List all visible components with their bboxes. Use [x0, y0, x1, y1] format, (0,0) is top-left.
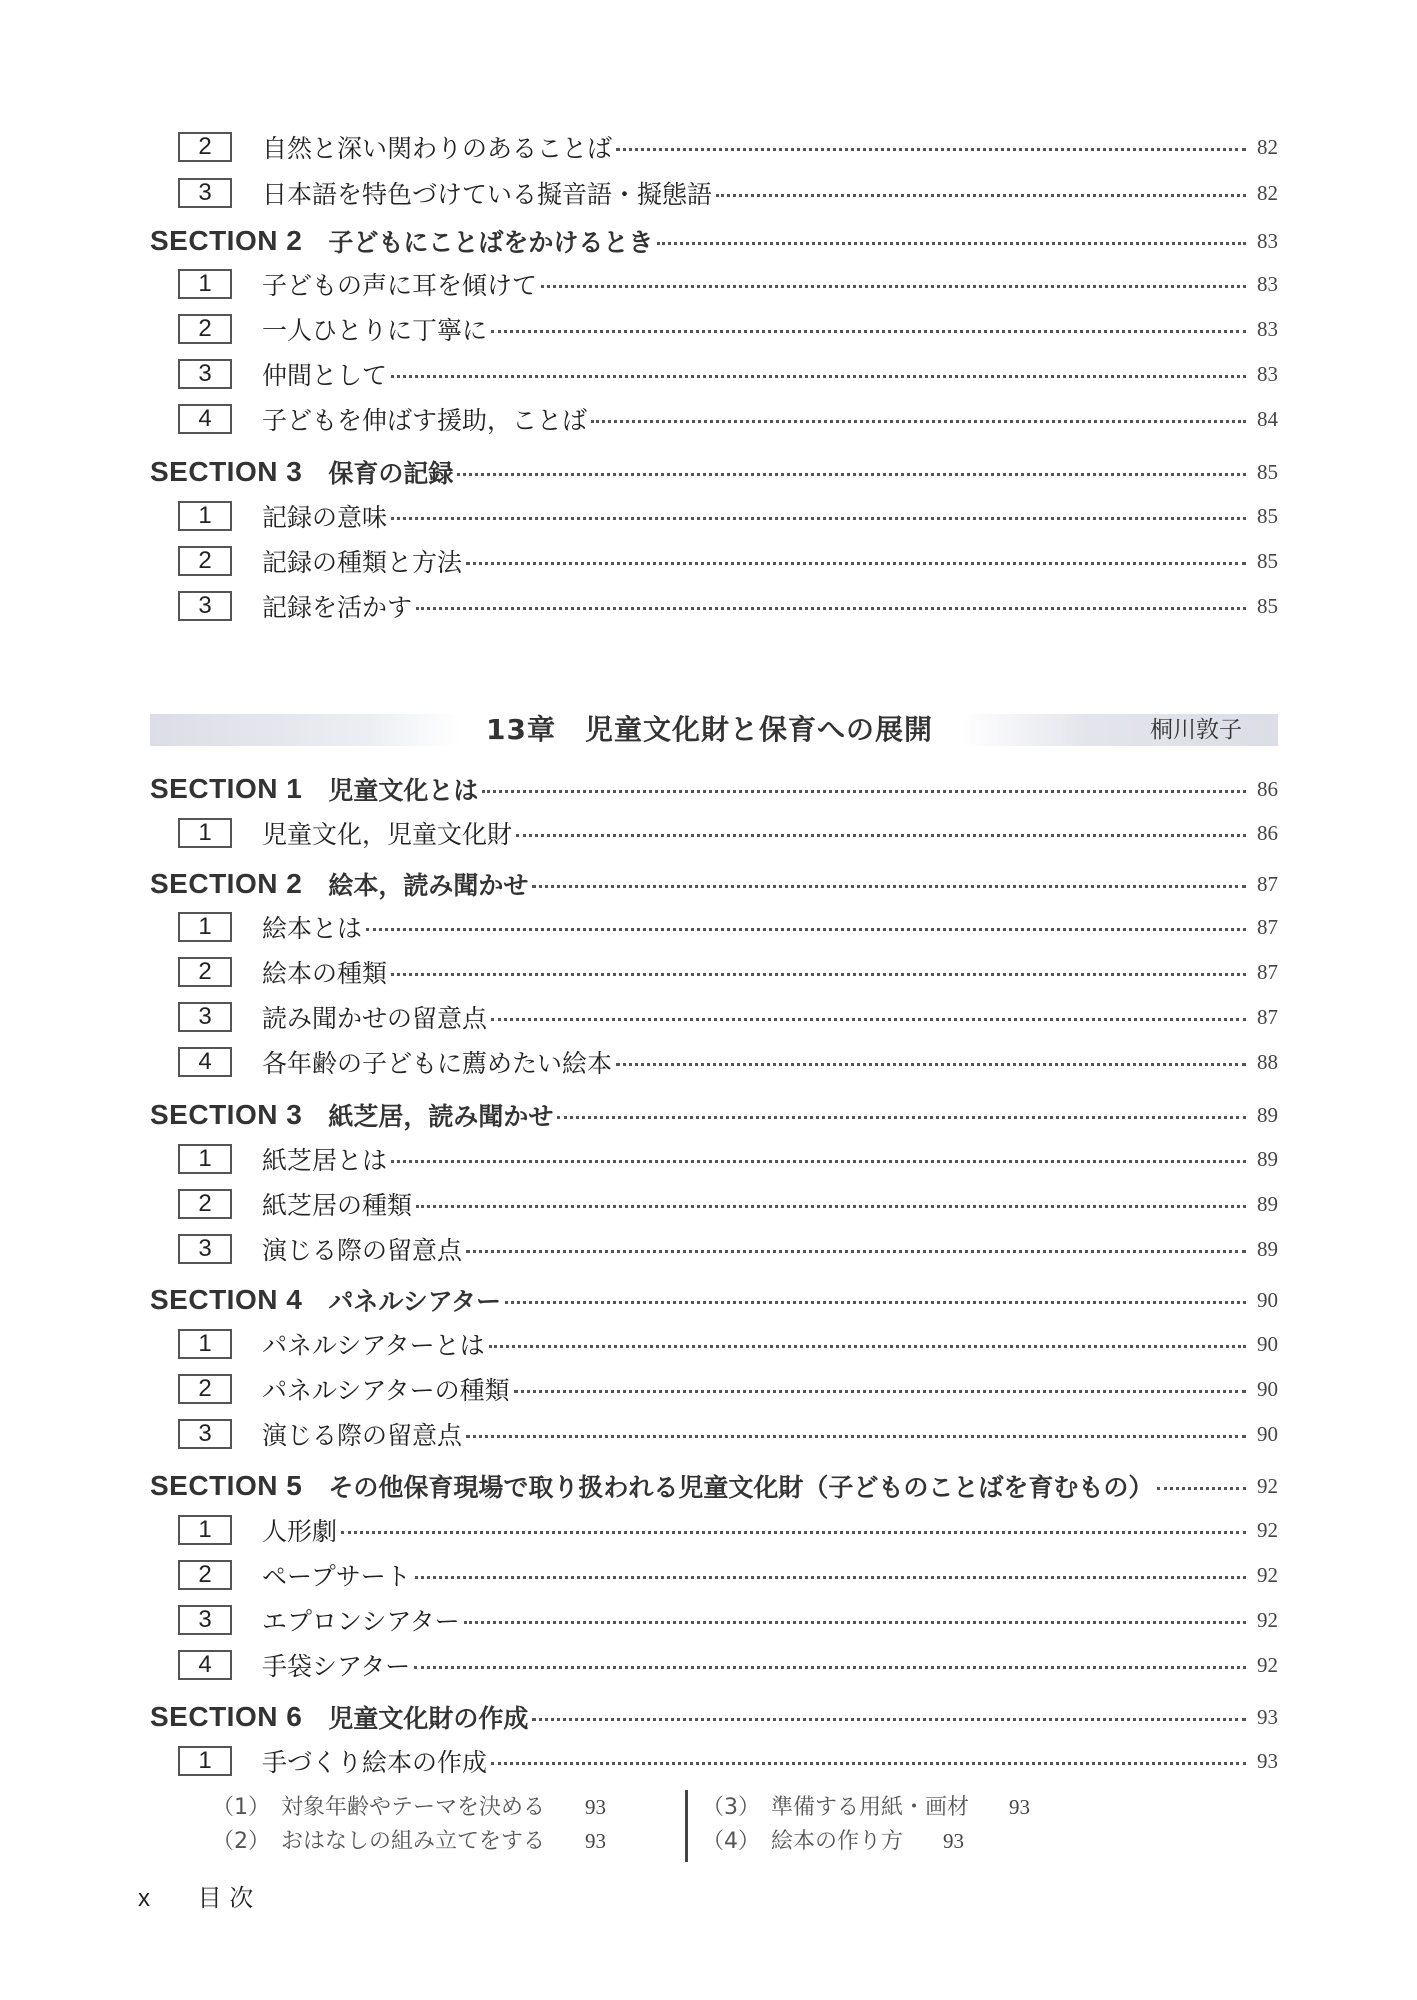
item-page: 90: [1257, 1421, 1278, 1446]
section-title: 保育の記録: [328, 459, 454, 488]
subsub-item[interactable]: [212, 1790, 606, 1821]
toc-item[interactable]: [178, 309, 1278, 349]
leader-dots: [591, 420, 1246, 423]
toc-item[interactable]: [178, 1510, 1278, 1550]
toc-item[interactable]: [178, 399, 1278, 439]
leader-dots: [532, 885, 1246, 888]
item-title: 日本語を特色づけている擬音語・擬態語: [262, 180, 713, 209]
toc-section[interactable]: [150, 1280, 1278, 1320]
item-title: 一人ひとりに丁寧に: [262, 316, 488, 345]
item-page: 92: [1257, 1562, 1278, 1587]
item-page: 83: [1257, 316, 1278, 341]
section-page: 87: [1257, 871, 1278, 896]
subsub-label: （4） 絵本の作り方: [702, 1829, 903, 1854]
item-page: 89: [1257, 1236, 1278, 1261]
item-title: 絵本とは: [262, 914, 363, 943]
subsub-item[interactable]: [702, 1824, 964, 1855]
item-title: 絵本の種類: [262, 959, 388, 988]
item-page: 90: [1257, 1331, 1278, 1356]
toc-item[interactable]: [178, 127, 1278, 167]
item-page: 85: [1257, 593, 1278, 618]
leader-dots: [391, 973, 1246, 976]
chapter-heading: [150, 712, 1278, 748]
item-number: 1: [178, 818, 232, 848]
leader-dots: [516, 834, 1246, 837]
leader-dots: [491, 330, 1246, 333]
item-title: 各年齢の子どもに薦めたい絵本: [262, 1049, 613, 1078]
item-page: 82: [1257, 180, 1278, 205]
toc-item[interactable]: [178, 1741, 1278, 1781]
section-page: 85: [1257, 459, 1278, 484]
toc-item[interactable]: [178, 541, 1278, 581]
leader-dots: [557, 1116, 1246, 1119]
column-divider: [685, 1790, 688, 1862]
item-page: 93: [1257, 1748, 1278, 1773]
item-number: 3: [178, 359, 232, 389]
item-title: 仲間として: [262, 361, 388, 390]
toc-item[interactable]: [178, 173, 1278, 213]
item-title: 読み聞かせの留意点: [262, 1004, 488, 1033]
section-label: SECTION 6: [150, 1701, 303, 1732]
leader-dots: [1157, 1487, 1246, 1490]
item-title: 記録の種類と方法: [262, 548, 463, 577]
chapter-title: 13章 児童文化財と保育への展開: [486, 713, 933, 746]
item-number: 1: [178, 1746, 232, 1776]
section-page: 89: [1257, 1102, 1278, 1127]
toc-item[interactable]: [178, 586, 1278, 626]
item-number: 3: [178, 1419, 232, 1449]
toc-section[interactable]: [150, 864, 1278, 904]
section-title: 児童文化財の作成: [328, 1704, 529, 1733]
section-page: 93: [1257, 1704, 1278, 1729]
item-title: 手袋シアター: [262, 1652, 411, 1681]
item-title: パネルシアターの種類: [262, 1376, 510, 1405]
item-page: 83: [1257, 271, 1278, 296]
toc-item[interactable]: [178, 496, 1278, 536]
toc-section[interactable]: [150, 452, 1278, 492]
item-page: 92: [1257, 1607, 1278, 1632]
item-number: 1: [178, 501, 232, 531]
leader-dots: [457, 473, 1246, 476]
toc-item[interactable]: [178, 997, 1278, 1037]
item-number: 1: [178, 1515, 232, 1545]
leader-dots: [391, 517, 1246, 520]
item-title: 演じる際の留意点: [262, 1421, 463, 1450]
toc-section[interactable]: [150, 1466, 1278, 1506]
subsub-item[interactable]: [212, 1824, 606, 1855]
leader-dots: [491, 1018, 1246, 1021]
item-page: 83: [1257, 361, 1278, 386]
item-page: 87: [1257, 1004, 1278, 1029]
item-page: 84: [1257, 406, 1278, 431]
leader-dots: [616, 1063, 1246, 1066]
item-page: 82: [1257, 134, 1278, 159]
item-number: 3: [178, 1605, 232, 1635]
leader-dots: [366, 928, 1246, 931]
toc-item[interactable]: [178, 952, 1278, 992]
toc-item[interactable]: [178, 1600, 1278, 1640]
item-number: 2: [178, 132, 232, 162]
section-page: 90: [1257, 1287, 1278, 1312]
page-number: x: [138, 1885, 150, 1912]
subsub-label: （3） 準備する用紙・画材: [702, 1795, 969, 1820]
item-title: 児童文化，児童文化財: [262, 820, 513, 849]
item-title: 紙芝居の種類: [262, 1191, 413, 1220]
item-page: 89: [1257, 1146, 1278, 1171]
section-label: SECTION 2: [150, 868, 303, 899]
section-title: 絵本，読み聞かせ: [328, 871, 529, 900]
subsub-page: 93: [585, 1829, 606, 1853]
item-number: 1: [178, 1329, 232, 1359]
leader-dots: [416, 607, 1246, 610]
item-page: 92: [1257, 1652, 1278, 1677]
section-page: 83: [1257, 228, 1278, 253]
item-title: 人形劇: [262, 1517, 338, 1546]
item-number: 1: [178, 269, 232, 299]
leader-dots: [391, 1160, 1246, 1163]
subsub-label: （1） 対象年齢やテーマを決める: [212, 1795, 545, 1820]
section-label: SECTION 1: [150, 773, 303, 804]
item-number: 4: [178, 404, 232, 434]
leader-dots: [541, 285, 1246, 288]
toc-item[interactable]: [178, 1184, 1278, 1224]
item-number: 3: [178, 1234, 232, 1264]
item-title: 演じる際の留意点: [262, 1236, 463, 1265]
toc-item[interactable]: [178, 1042, 1278, 1082]
toc-item[interactable]: [178, 1139, 1278, 1179]
toc-item[interactable]: [178, 907, 1278, 947]
section-label: SECTION 3: [150, 456, 303, 487]
subsub-page: 93: [943, 1829, 964, 1853]
toc-item[interactable]: [178, 1324, 1278, 1364]
section-title: 児童文化とは: [328, 776, 479, 805]
item-title: 記録を活かす: [262, 593, 413, 622]
item-page: 88: [1257, 1049, 1278, 1074]
item-number: 1: [178, 1144, 232, 1174]
toc-item[interactable]: [178, 1229, 1278, 1269]
item-number: 2: [178, 957, 232, 987]
footer-title: 目 次: [197, 1884, 254, 1912]
leader-dots: [616, 148, 1246, 151]
toc-item[interactable]: [178, 1645, 1278, 1685]
item-title: 記録の意味: [262, 503, 388, 532]
item-number: 3: [178, 591, 232, 621]
item-number: 2: [178, 546, 232, 576]
item-title: パネルシアターとは: [262, 1331, 485, 1360]
leader-dots: [491, 1762, 1246, 1765]
section-page: 86: [1257, 776, 1278, 801]
item-number: 2: [178, 1374, 232, 1404]
item-number: 2: [178, 1560, 232, 1590]
leader-dots: [657, 242, 1246, 245]
section-page: 92: [1257, 1473, 1278, 1498]
toc-item[interactable]: [178, 813, 1278, 853]
chapter-bar-left: [150, 714, 460, 746]
item-page: 87: [1257, 959, 1278, 984]
section-title: 子どもにことばをかけるとき: [328, 228, 654, 257]
item-page: 90: [1257, 1376, 1278, 1401]
leader-dots: [466, 1250, 1246, 1253]
item-number: 4: [178, 1047, 232, 1077]
item-title: 紙芝居とは: [262, 1146, 388, 1175]
subsub-label: （2） おはなしの組み立てをする: [212, 1829, 545, 1854]
leader-dots: [482, 790, 1246, 793]
item-number: 3: [178, 1002, 232, 1032]
toc-item[interactable]: [178, 264, 1278, 304]
leader-dots: [414, 1666, 1246, 1669]
item-title: 手づくり絵本の作成: [262, 1748, 488, 1777]
item-title: 子どもを伸ばす援助，ことば: [262, 406, 588, 435]
item-title: エプロンシアター: [262, 1607, 460, 1636]
section-label: SECTION 5: [150, 1470, 303, 1501]
leader-dots: [466, 1435, 1246, 1438]
subsub-page: 93: [585, 1795, 606, 1819]
section-title: パネルシアター: [328, 1287, 501, 1316]
section-label: SECTION 3: [150, 1099, 303, 1130]
subsub-item[interactable]: [702, 1790, 1030, 1821]
page-footer: [138, 1878, 253, 1913]
leader-dots: [514, 1390, 1246, 1393]
section-title: その他保育現場で取り扱われる児童文化財（子どものことばを育むもの）: [328, 1473, 1154, 1502]
subsub-page: 93: [1009, 1795, 1030, 1819]
toc-item[interactable]: [178, 354, 1278, 394]
chapter-author: 桐川敦子: [1150, 717, 1242, 743]
toc-item[interactable]: [178, 1369, 1278, 1409]
item-number: 1: [178, 912, 232, 942]
toc-item[interactable]: [178, 1414, 1278, 1454]
item-page: 85: [1257, 548, 1278, 573]
leader-dots: [415, 1576, 1246, 1579]
leader-dots: [391, 375, 1246, 378]
item-page: 87: [1257, 914, 1278, 939]
item-number: 3: [178, 178, 232, 208]
leader-dots: [464, 1621, 1246, 1624]
leader-dots: [341, 1531, 1246, 1534]
toc-section[interactable]: [150, 769, 1278, 809]
toc-section[interactable]: [150, 1697, 1278, 1737]
item-number: 4: [178, 1650, 232, 1680]
section-label: SECTION 4: [150, 1284, 303, 1315]
item-page: 86: [1257, 820, 1278, 845]
leader-dots: [716, 194, 1246, 197]
item-title: 自然と深い関わりのあることば: [262, 134, 613, 163]
item-number: 2: [178, 1189, 232, 1219]
item-title: 子どもの声に耳を傾けて: [262, 271, 538, 300]
item-title: ペープサート: [262, 1562, 411, 1591]
item-number: 2: [178, 314, 232, 344]
leader-dots: [505, 1301, 1246, 1304]
toc-item[interactable]: [178, 1555, 1278, 1595]
section-title: 紙芝居，読み聞かせ: [328, 1102, 554, 1131]
leader-dots: [416, 1205, 1246, 1208]
item-page: 85: [1257, 503, 1278, 528]
item-page: 89: [1257, 1191, 1278, 1216]
leader-dots: [466, 562, 1246, 565]
toc-section[interactable]: [150, 1095, 1278, 1135]
leader-dots: [489, 1345, 1246, 1348]
toc-section[interactable]: [150, 221, 1278, 261]
section-label: SECTION 2: [150, 225, 303, 256]
leader-dots: [532, 1718, 1246, 1721]
item-page: 92: [1257, 1517, 1278, 1542]
